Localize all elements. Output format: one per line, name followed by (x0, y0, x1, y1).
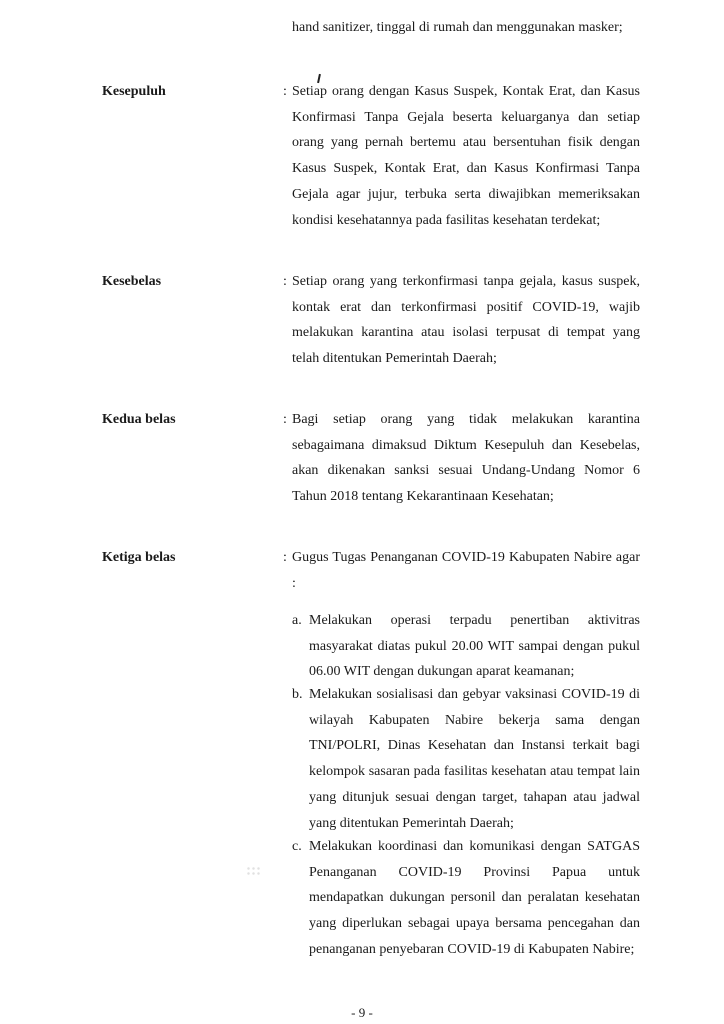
list-item-text: Melakukan operasi terpadu penertiban aktivitras masyarakat diatas pukul 20.00 WIT sampai dengan pukul 06.00 WIT dengan dukungan aparat keamanan; (309, 613, 640, 680)
section-label-kedua-belas: Kedua belas (102, 412, 176, 427)
scan-speckle (246, 866, 260, 876)
section-label-kesepuluh: Kesepuluh (102, 84, 166, 99)
list-item (292, 834, 640, 963)
list-marker: b. (292, 687, 303, 702)
section-label-kesebelas: Kesebelas (102, 274, 162, 289)
list-item (292, 608, 640, 685)
section-text-ketiga-belas: Gugus Tugas Penanganan COVID-19 Kabupaten Nabire agar : (292, 550, 640, 591)
section-text-kedua-belas: Bagi setiap orang yang tidak melakukan karantina sebagaimana dimaksud Diktum Kesepuluh dan Kesebelas, akan dikenakan sanksi sesuai Undang-Undang Nomor 6 Tahun 2018 tentang Kekarantinaan Kesehatan; (292, 412, 640, 505)
section-text-kesepuluh: Setiap orang dengan Kasus Suspek, Kontak Erat, dan Kasus Konfirmasi Tanpa Gejala beserta keluarganya dan setiap orang yang pernah bertemu atau bersentuhan fisik dengan Kasus Suspek, Kontak Erat, dan Kasus Konfirmasi Tanpa Gejala agar jujur, terbuka serta diwajibkan memeriksakan kondisi kesehatannya pada fasilitas kesehatan terdekat; (292, 84, 640, 228)
section-colon: : (283, 274, 287, 289)
list-marker: c. (292, 839, 302, 854)
section-text-kesebelas: Setiap orang yang terkonfirmasi tanpa gejala, kasus suspek, kontak erat dan terkonfirmasi positif COVID-19, wajib melakukan karantina atau isolasi terpusat di tempat yang telah ditentukan Pemerintah Daerah; (292, 274, 640, 367)
intro-continuation-text: hand sanitizer, tinggal di rumah dan menggunakan masker; (292, 20, 623, 35)
section-colon: : (283, 412, 287, 427)
list-item (292, 682, 640, 836)
list-marker: a. (292, 613, 302, 628)
section-colon: : (283, 84, 287, 99)
section-colon: : (283, 550, 287, 565)
page-number: - 9 - (351, 1005, 373, 1020)
list-item-text: Melakukan koordinasi dan komunikasi dengan SATGAS Penanganan COVID-19 Provinsi Papua untuk mendapatkan dukungan personil dan peralatan kesehatan yang diperlukan sebagai upaya bersama pencegahan dan penanganan penyebaran COVID-19 di Kabupaten Nabire; (309, 839, 640, 957)
section-label-ketiga-belas: Ketiga belas (102, 550, 176, 565)
list-item-text: Melakukan sosialisasi dan gebyar vaksinasi COVID-19 di wilayah Kabupaten Nabire bekerja sama dengan TNI/POLRI, Dinas Kesehatan dan Instansi terkait bagi kelompok sasaran pada fasilitas kesehatan atau tempat lain yang ditunjuk sesuai dengan target, tahapan atau jadwal yang ditentukan Pemerintah Daerah; (309, 687, 640, 831)
